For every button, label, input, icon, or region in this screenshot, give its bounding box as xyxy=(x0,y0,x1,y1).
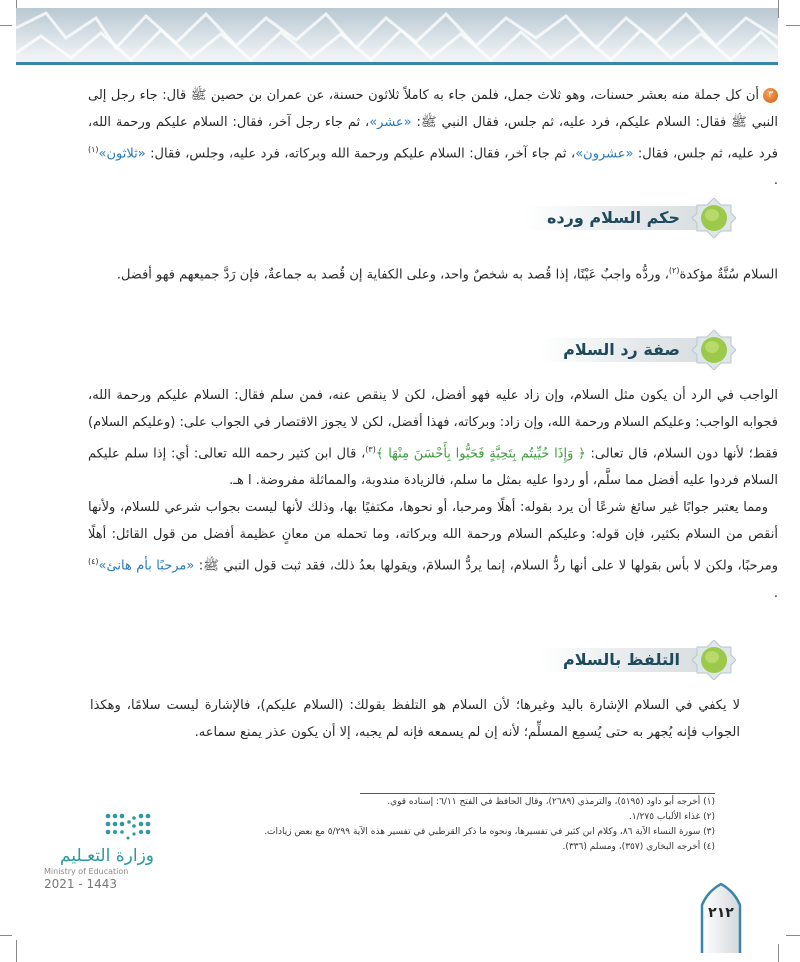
hadith-quote: «عشر» xyxy=(369,115,412,130)
section-paragraph xyxy=(88,257,778,288)
footnote-divider xyxy=(360,793,715,794)
hadith-quote: «مرحبًا بأم هانئ» xyxy=(98,558,195,574)
footnote-ref: (٢) xyxy=(668,266,680,275)
crop-mark xyxy=(786,25,800,26)
paragraph-text: لا يكفي في السلام الإشارة باليد وغيرها؛ لأن السلام هو التلفظ بقولك: (السلام عليكم)، فالإشارة ليست سلامًا، وهكذا الجواب فإنه يُجهر به حتى يُسمِع المسلِّم؛ لأنه إن لم يسمعه فإنه لم يجبه، إلا أن يكون عذر يمنع سماعه. xyxy=(90,698,740,740)
crop-mark xyxy=(778,0,779,18)
footnote-ref: (١) xyxy=(88,145,99,154)
hadith-quote: «ثلاثون» xyxy=(98,146,146,162)
header-ornament xyxy=(16,8,778,62)
section-paragraph xyxy=(88,494,778,606)
intro-line: ، ثم جاء آخر، فقال: السلام عليكم ورحمة الله وبركاته، فرد عليه، وجلس، فقال: xyxy=(145,146,576,162)
logo-dots-icon xyxy=(44,812,154,844)
crop-mark xyxy=(778,944,779,962)
section-heading xyxy=(496,640,736,680)
paragraph-text: . xyxy=(773,585,778,601)
intro-line: ، ثم جاء رجل آخر، فقال: السلام عليكم ورحمة الله، فرد عليه، ثم جلس، فقال: xyxy=(88,115,778,162)
intro-line: أن كل جملة منه بعشر حسنات، وهو ثلاث جمل، فلمن جاء به كاملاً ثلاثون حسنة، عن عمران بن حصين ﷺ xyxy=(190,88,759,103)
logo-english-name: Ministry of Education xyxy=(44,867,129,876)
hadith-quote: «عشرون» xyxy=(575,146,634,162)
section-body xyxy=(88,382,778,607)
footnotes xyxy=(150,795,715,855)
point-number-badge: ٣ xyxy=(763,88,778,103)
header-rule xyxy=(16,62,778,65)
footnote: (٣) سورة النساء الآية ٨٦، وكلام ابن كثير في تفسيرها، ونحوه ما ذكر القرطبي في تفسير هذه الآية ٥/٢٩٩ مع بعض زيادات. xyxy=(264,827,715,837)
crop-mark xyxy=(16,940,17,962)
paragraph-text: ومما يعتبر جوابًا غير سائغ شرعًا أن يرد بقوله: أهلًا ومرحبا، أو نحوها، مكتفيًا بها، وذلك لأنها ليست بجواب شرعي للسلام، ولأنها أنقص من السلام بكثير، فإن قوله: وعليكم السلام ورحمة الله وبركاته، وما تحمله من معانٍ عظيمة أفضل من قول القائل: أهلًا ومرحبًا، ولكن لا بأس بقولها لا على أنها ردُّ السلام، إنما يردُّ السلامَ، ويقولها بعدُ ذلك، فقد ثبت قول النبي ﷺ: xyxy=(88,500,778,574)
heading-title: صفة رد السلام xyxy=(541,338,710,362)
heading-title: التلفظ بالسلام xyxy=(541,648,710,672)
section-heading xyxy=(496,330,736,370)
section-paragraph xyxy=(88,382,778,494)
paragraph-text: السلام سُنَّةٌ مؤكدة xyxy=(679,267,778,283)
footnote-ref: (٤) xyxy=(88,557,99,567)
intro-line: . xyxy=(773,173,778,189)
footnote-ref: (٣) xyxy=(365,445,376,454)
section-heading xyxy=(496,198,736,238)
intro-paragraph xyxy=(88,82,778,194)
logo-year: 2021 - 1443 xyxy=(44,877,118,891)
paragraph-text: ، قال ابن كثير رحمه الله تعالى: أي: إذا سلم عليكم السلام فردوا عليه أفضل مما سلَّم، أو ردوا عليه بمثل ما سلم، فالزيادة مندوبة، والمماثلة مفروضة. ا هـ. xyxy=(88,446,778,489)
section-body xyxy=(88,257,778,288)
page-number: ٢١٢ xyxy=(708,905,734,921)
quran-verse: ﴿ وَإِذَا حُيِّيتُم بِتَحِيَّةٍ فَحَيُّوا بِأَحْسَنَ مِنْهَا ﴾ xyxy=(375,446,586,462)
arabesque-pattern xyxy=(16,8,778,62)
logo-arabic-name: وزارة التعـليم xyxy=(60,846,154,866)
octagon-star-icon xyxy=(692,330,736,370)
footnote: (١) أخرجه أبو داود (٥١٩٥)، والترمذي (٢٦٨٩)، وقال الحافظ في الفتح ٦/١١: إسناده قوي. xyxy=(387,797,715,807)
crop-mark xyxy=(786,935,800,936)
footnote: (٤) أخرجه البخاري (٣٥٧)، ومسلم (٣٣٦). xyxy=(562,842,715,852)
paragraph-text: ، وردُّه واجبٌ عَيْنًا، إذا قُصد به شخصٌ واحد، وعلى الكفاية إن قُصد به جماعةٌ، فإن رَدَّ جميعهم فهو أفضل. xyxy=(116,267,669,283)
crop-mark xyxy=(0,25,12,26)
page-number-badge xyxy=(700,883,742,953)
intro-text xyxy=(88,82,778,194)
paragraph-text: الواجب في الرد أن يكون مثل السلام، وإن زاد عليه فهو أفضل، لكن لا ينقص عنه، فمن سلم فقال: السلام عليكم ورحمة الله، فجوابه الواجب: وعليكم السلام ورحمة الله، وإن زاد: وبركاته، فهذا أفضل، لكن لا يجوز الاقتصار في الجواب على: (وعليكم السلام) فقط؛ لأنها دون السلام، قال تعالى: xyxy=(88,388,778,462)
footnote: (٢) غذاء الألباب ١/٢٧٥. xyxy=(628,812,715,822)
heading-title: حكم السلام ورده xyxy=(525,206,710,230)
intro-line: قال: جاء رجل إلى النبي ﷺ فقال: السلام عليكم، فرد عليه، ثم جلس، فقال النبي ﷺ: xyxy=(88,88,778,130)
octagon-star-icon xyxy=(692,198,736,238)
crop-mark xyxy=(0,935,12,936)
section-paragraph xyxy=(90,692,740,746)
octagon-star-icon xyxy=(692,640,736,680)
section-body xyxy=(90,692,740,746)
ministry-logo xyxy=(44,812,154,891)
